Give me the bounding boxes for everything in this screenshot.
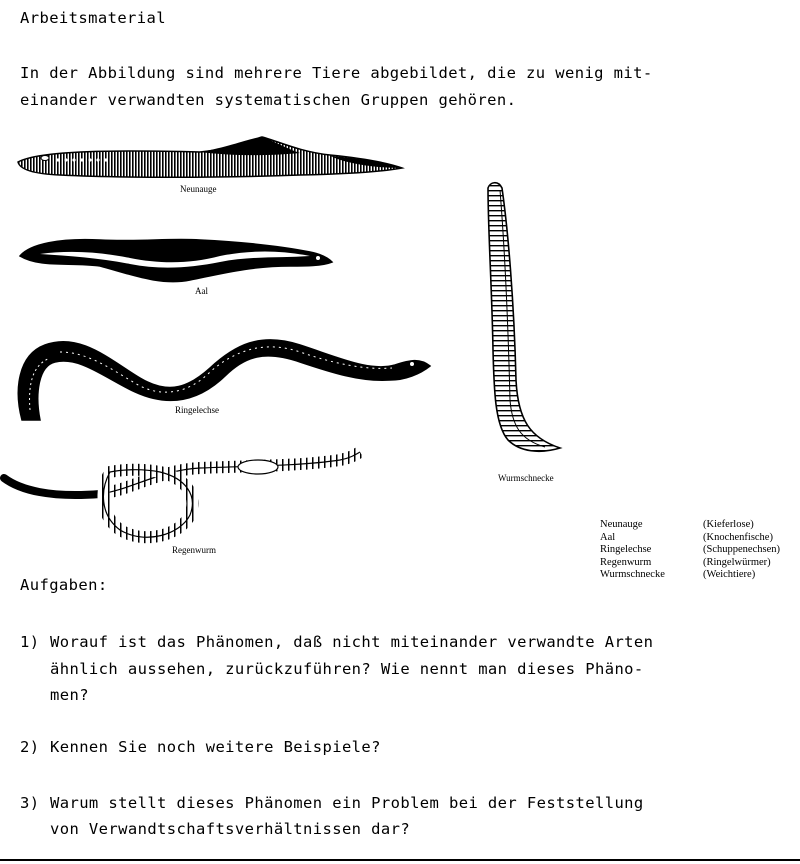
caption-ringelechse: Ringelechse bbox=[175, 405, 219, 415]
legend-name: Neunauge bbox=[600, 519, 643, 530]
intro-line-2: einander verwandten systematischen Gruppen gehören. bbox=[20, 91, 517, 109]
legend-row bbox=[600, 544, 780, 557]
eel-drawing bbox=[20, 239, 332, 281]
task-3-line-2: von Verwandtschaftsverhältnissen dar? bbox=[50, 820, 411, 838]
legend-name: Wurmschnecke bbox=[600, 569, 665, 580]
legend-group: (Weichtiere) bbox=[703, 569, 756, 580]
lamprey-drawing bbox=[18, 137, 402, 177]
caption-wurmschnecke: Wurmschnecke bbox=[498, 473, 554, 483]
tasks-heading: Aufgaben: bbox=[20, 576, 108, 594]
caption-aal: Aal bbox=[195, 286, 208, 296]
task-2-number: 2) bbox=[20, 738, 40, 756]
legend-row bbox=[600, 569, 780, 582]
legend-group: (Schuppenechsen) bbox=[703, 544, 780, 555]
taxonomy-legend bbox=[600, 519, 780, 582]
legend-name: Regenwurm bbox=[600, 556, 652, 568]
caption-neunauge: Neunauge bbox=[180, 184, 217, 194]
legend-row bbox=[600, 557, 780, 570]
task-2-line-1: Kennen Sie noch weitere Beispiele? bbox=[50, 738, 381, 756]
legend-name: Aal bbox=[600, 531, 616, 543]
intro-line-1: In der Abbildung sind mehrere Tiere abgebildet, die zu wenig mit- bbox=[20, 64, 653, 82]
legend-name: Ringelechse bbox=[600, 544, 652, 555]
legend-group: (Kieferlose) bbox=[703, 519, 754, 530]
earthworm-drawing bbox=[4, 452, 360, 537]
task-1-line-3: men? bbox=[50, 686, 89, 704]
task-3-line-1: Warum stellt dieses Phänomen ein Problem bei der Feststellung bbox=[50, 794, 644, 812]
task-1-line-2: ähnlich aussehen, zurückzuführen? Wie nennt man dieses Phäno- bbox=[50, 660, 644, 678]
caption-regenwurm: Regenwurm bbox=[172, 545, 216, 555]
bottom-rule bbox=[0, 859, 800, 861]
legend-group: (Ringelwürmer) bbox=[703, 556, 771, 568]
task-1-line-1: Worauf ist das Phänomen, daß nicht miteinander verwandte Arten bbox=[50, 633, 654, 651]
legend-row bbox=[600, 532, 780, 545]
worm-snail-drawing bbox=[488, 183, 560, 452]
legend-group: (Knochenfische) bbox=[703, 531, 773, 543]
task-1-number: 1) bbox=[20, 633, 40, 651]
legend-row bbox=[600, 519, 780, 532]
worm-lizard-drawing bbox=[18, 340, 430, 420]
task-3-number: 3) bbox=[20, 794, 40, 812]
page-title: Arbeitsmaterial bbox=[20, 9, 166, 27]
